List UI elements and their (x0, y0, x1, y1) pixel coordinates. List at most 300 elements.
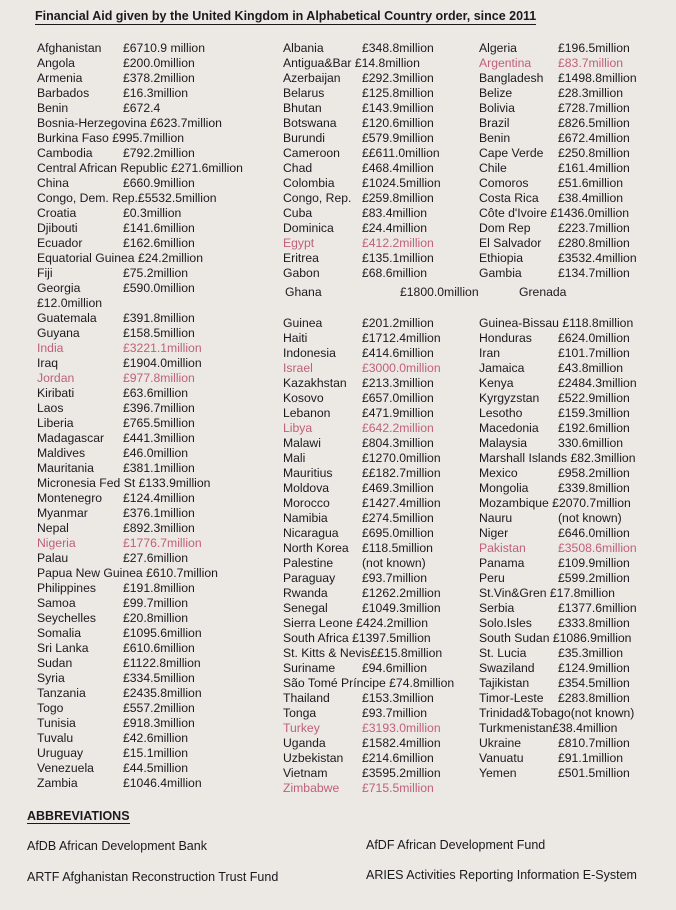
aid-amount: £68.6million (362, 266, 428, 280)
aid-amount: £469.3million (362, 481, 434, 495)
country-row (37, 131, 277, 146)
aid-amount: £396.7million (123, 401, 195, 415)
country-name: Mongolia (479, 481, 529, 495)
country-name: Tuvalu (37, 731, 74, 745)
aid-amount: £28.3million (558, 86, 624, 100)
aid-amount: £15.1million (123, 746, 189, 760)
aid-amount: £93.7million (362, 571, 428, 585)
country-name: Turkey (283, 721, 320, 735)
country-name: Panama (479, 556, 525, 570)
country-row (37, 101, 277, 116)
country-row (479, 466, 674, 481)
country-name: Central African Republic £271.6million (37, 161, 243, 175)
aid-amount: £1122.8million (123, 656, 201, 670)
aid-amount: £1427.4million (362, 496, 441, 510)
aid-amount: £125.8million (362, 86, 434, 100)
country-row (37, 731, 277, 746)
country-name: Djibouti (37, 221, 78, 235)
country-row (479, 41, 674, 56)
country-row (283, 346, 478, 361)
aid-amount: £3000.0million (362, 361, 441, 375)
aid-amount: £1904.0million (123, 356, 202, 370)
aid-amount: £1582.4million (362, 736, 441, 750)
country-row (37, 641, 277, 656)
aid-amount: £124.9million (558, 661, 630, 675)
aid-amount: £441.3million (123, 431, 195, 445)
country-name: Nauru (479, 511, 513, 525)
country-name: Mali (283, 451, 306, 465)
aid-amount: £468.4million (362, 161, 434, 175)
country-row (479, 206, 674, 221)
country-row (37, 296, 277, 311)
aid-amount: £660.9million (123, 176, 195, 190)
abbreviation-item: AfDF African Development Fund (366, 838, 546, 852)
aid-amount: £27.6million (123, 551, 189, 565)
country-name: Mauritania (37, 461, 94, 475)
country-name: Israel (283, 361, 313, 375)
country-name: Zimbabwe (283, 781, 340, 795)
country-name: Seychelles (37, 611, 96, 625)
aid-amount: £414.6million (362, 346, 434, 360)
aid-amount: £348.8million (362, 41, 434, 55)
country-row (479, 161, 674, 176)
country-name: Suriname (283, 661, 336, 675)
country-row (479, 146, 674, 161)
country-name: Nicaragua (283, 526, 339, 540)
country-name: Jordan (37, 371, 75, 385)
country-name: Chad (283, 161, 313, 175)
country-row (479, 361, 674, 376)
country-row (283, 631, 478, 646)
aid-amount: £192.6million (558, 421, 630, 435)
aid-amount: £1095.6million (123, 626, 202, 640)
aid-amount: £977.8million (123, 371, 195, 385)
country-name: Palestine (283, 556, 334, 570)
country-row (283, 361, 478, 376)
country-row (283, 71, 478, 86)
country-row (283, 101, 478, 116)
country-row (37, 566, 277, 581)
country-name: India (37, 341, 64, 355)
country-name: Uruguay (37, 746, 84, 760)
country-name: Samoa (37, 596, 76, 610)
aid-amount: £810.7million (558, 736, 630, 750)
aid-amount: £378.2million (123, 71, 195, 85)
aid-amount: £579.9million (362, 131, 434, 145)
aid-amount: £101.7million (558, 346, 630, 360)
country-row (283, 676, 478, 691)
country-name: Dom Rep (479, 221, 531, 235)
country-name: Gambia (479, 266, 522, 280)
aid-amount: £1776.7million (123, 536, 202, 550)
country-row (479, 236, 674, 251)
country-name: Yemen (479, 766, 517, 780)
country-name: Lebanon (283, 406, 331, 420)
country-name: Guatemala (37, 311, 97, 325)
country-row (283, 706, 478, 721)
country-name: Guinea (283, 316, 323, 330)
aid-amount: £3595.2million (362, 766, 441, 780)
aid-amount: £1377.6million (558, 601, 637, 615)
country-name: Afghanistan (37, 41, 102, 55)
country-row (283, 391, 478, 406)
country-row (479, 221, 674, 236)
aid-amount: £99.7million (123, 596, 189, 610)
country-name: Benin (37, 101, 69, 115)
country-name: Malaysia (479, 436, 528, 450)
aid-amount: £590.0million (123, 281, 195, 295)
country-name: Sierra Leone £424.2million (283, 616, 428, 630)
country-row (37, 716, 277, 731)
country-name: Congo, Dem. Rep.£5532.5million (37, 191, 217, 205)
aid-amount: £6710.9 million (123, 41, 205, 55)
country-name: Belize (479, 86, 513, 100)
country-row (37, 221, 277, 236)
aid-amount: £75.2million (123, 266, 189, 280)
country-row (479, 131, 674, 146)
country-row (37, 311, 277, 326)
country-row (479, 676, 674, 691)
country-name: Sudan (37, 656, 73, 670)
aid-amount: £792.2million (123, 146, 195, 160)
aid-amount: £610.6million (123, 641, 195, 655)
country-row (37, 776, 277, 791)
country-row (283, 266, 478, 281)
country-row (37, 176, 277, 191)
aid-amount: £1262.2million (362, 586, 441, 600)
country-name: Rwanda (283, 586, 328, 600)
country-name: Morocco (283, 496, 330, 510)
country-row (479, 766, 674, 781)
country-row (283, 556, 478, 571)
country-name: Benin (479, 131, 511, 145)
country-row (479, 601, 674, 616)
country-name: Honduras (479, 331, 532, 345)
country-name: Grenada (519, 285, 567, 299)
aid-amount: £1498.8million (558, 71, 637, 85)
country-name: Libya (283, 421, 313, 435)
country-row (479, 616, 674, 631)
country-row (479, 661, 674, 676)
country-row (479, 436, 674, 451)
aid-amount: £728.7million (558, 101, 630, 115)
country-row (283, 511, 478, 526)
aid-amount: £642.2million (362, 421, 434, 435)
aid-amount: £159.3million (558, 406, 630, 420)
country-row (37, 86, 277, 101)
aid-amount: £134.7million (558, 266, 630, 280)
aid-amount: £1049.3million (362, 601, 441, 615)
country-name: Mauritius (283, 466, 333, 480)
country-row (283, 481, 478, 496)
country-name: Kenya (479, 376, 514, 390)
country-name: Madagascar (37, 431, 105, 445)
country-row (37, 536, 277, 551)
country-name: Ghana (285, 285, 322, 299)
column-3-top (479, 41, 674, 281)
country-name: Jamaica (479, 361, 525, 375)
country-name: Barbados (37, 86, 90, 100)
country-row (479, 176, 674, 191)
country-name: Croatia (37, 206, 77, 220)
country-row (283, 571, 478, 586)
country-name: Tonga (283, 706, 317, 720)
aid-amount: (not known) (362, 556, 426, 570)
aid-amount: £83.7million (558, 56, 624, 70)
country-row (479, 481, 674, 496)
country-row (283, 451, 478, 466)
aid-amount: £333.8million (558, 616, 630, 630)
country-row (479, 56, 674, 71)
country-name: Nepal (37, 521, 69, 535)
country-name: South Sudan £1086.9million (479, 631, 632, 645)
country-name: Guyana (37, 326, 80, 340)
country-row (479, 541, 674, 556)
country-name: Bangladesh (479, 71, 544, 85)
country-name: Iran (479, 346, 501, 360)
country-row (479, 331, 674, 346)
country-name: Palau (37, 551, 69, 565)
country-row (37, 521, 277, 536)
aid-amount: £1270.0million (362, 451, 441, 465)
aid-amount: £141.6million (123, 221, 195, 235)
country-name: Haiti (283, 331, 308, 345)
country-name: Comoros (479, 176, 529, 190)
country-row (283, 781, 478, 796)
country-row (283, 176, 478, 191)
country-name: Iraq (37, 356, 59, 370)
country-row (283, 736, 478, 751)
aid-amount: £804.3million (362, 436, 434, 450)
column-1 (37, 41, 277, 791)
country-row (37, 146, 277, 161)
aid-amount: £3193.0million (362, 721, 441, 735)
country-row (479, 721, 674, 736)
country-name: Cameroon (283, 146, 340, 160)
country-name: Georgia (37, 281, 81, 295)
country-row (479, 706, 674, 721)
country-row (283, 316, 478, 331)
country-row (479, 316, 674, 331)
country-name: Azerbaijan (283, 71, 341, 85)
country-name: Algeria (479, 41, 517, 55)
country-row (37, 491, 277, 506)
aid-amount: £695.0million (362, 526, 434, 540)
aid-amount: £213.3million (362, 376, 434, 390)
aid-amount: £624.0million (558, 331, 630, 345)
country-row (37, 401, 277, 416)
country-row (37, 671, 277, 686)
country-name: Argentina (479, 56, 532, 70)
country-name: Uganda (283, 736, 326, 750)
country-name: Syria (37, 671, 65, 685)
country-name: Antigua&Bar £14.8million (283, 56, 420, 70)
country-name: Cambodia (37, 146, 93, 160)
country-row (479, 376, 674, 391)
country-row (37, 476, 277, 491)
country-name: Swaziland (479, 661, 535, 675)
country-row (479, 646, 674, 661)
aid-amount: £1800.0million (400, 285, 479, 299)
country-row (37, 656, 277, 671)
country-name: Vietnam (283, 766, 328, 780)
country-row (37, 71, 277, 86)
aid-amount: £339.8million (558, 481, 630, 495)
country-row (479, 691, 674, 706)
aid-amount: £958.2million (558, 466, 630, 480)
country-row (479, 496, 674, 511)
aid-amount: £274.5million (362, 511, 434, 525)
country-row (283, 526, 478, 541)
country-name: Kyrgyzstan (479, 391, 540, 405)
country-row (37, 701, 277, 716)
country-name: St. Lucia (479, 646, 527, 660)
aid-amount: £43.8million (558, 361, 624, 375)
aid-amount: £765.5million (123, 416, 195, 430)
country-row (37, 161, 277, 176)
aid-amount: £3532.4million (558, 251, 637, 265)
country-name: North Korea (283, 541, 349, 555)
country-name: Timor-Leste (479, 691, 544, 705)
aid-amount: £63.6million (123, 386, 189, 400)
aid-amount: £94.6million (362, 661, 428, 675)
country-name: Turkmenistan£38.4million (479, 721, 618, 735)
country-row (37, 251, 277, 266)
country-name: Niger (479, 526, 509, 540)
aid-amount: £46.0million (123, 446, 189, 460)
aid-amount: ££611.0million (362, 146, 440, 160)
country-row (37, 386, 277, 401)
country-name: Guinea-Bissau £118.8million (479, 316, 634, 330)
country-row (479, 406, 674, 421)
country-row (283, 251, 478, 266)
country-name: China (37, 176, 69, 190)
country-row (479, 751, 674, 766)
aid-amount: £196.5million (558, 41, 630, 55)
country-row (37, 506, 277, 521)
country-name: Kiribati (37, 386, 75, 400)
aid-amount: (not known) (558, 511, 622, 525)
aid-amount: £280.8million (558, 236, 630, 250)
aid-amount: £250.8million (558, 146, 630, 160)
country-row (283, 131, 478, 146)
country-name: Paraguay (283, 571, 336, 585)
country-name: St.Vin&Gren £17.8million (479, 586, 615, 600)
country-name: Solo.Isles (479, 616, 532, 630)
aid-amount: £124.4million (123, 491, 195, 505)
country-name: Tanzania (37, 686, 86, 700)
aid-amount: £38.4million (558, 191, 624, 205)
country-row (37, 191, 277, 206)
aid-amount: £501.5million (558, 766, 630, 780)
country-name: Burkina Faso £995.7million (37, 131, 185, 145)
aid-amount: £161.4million (558, 161, 630, 175)
aid-amount: £191.8million (123, 581, 195, 595)
country-row (37, 431, 277, 446)
country-row (37, 356, 277, 371)
country-name: São Tomé Príncipe £74.8million (283, 676, 455, 690)
country-row (283, 376, 478, 391)
country-name: Tajikistan (479, 676, 530, 690)
country-row (479, 571, 674, 586)
country-row (37, 416, 277, 431)
country-row (37, 581, 277, 596)
aid-amount: £109.9million (558, 556, 630, 570)
country-row (479, 251, 674, 266)
country-name: Colombia (283, 176, 335, 190)
country-row (479, 391, 674, 406)
country-name: Dominica (283, 221, 334, 235)
aid-amount: £35.3million (558, 646, 624, 660)
country-row (37, 281, 277, 296)
country-name: Kosovo (283, 391, 324, 405)
country-row (283, 421, 478, 436)
country-row (283, 116, 478, 131)
country-name: Burundi (283, 131, 326, 145)
country-row (37, 371, 277, 386)
aid-amount: £381.1million (123, 461, 195, 475)
country-name: Fiji (37, 266, 53, 280)
country-row (479, 586, 674, 601)
country-row (37, 551, 277, 566)
country-name: Belarus (283, 86, 325, 100)
aid-amount: £657.0million (362, 391, 434, 405)
aid-amount: £20.8million (123, 611, 189, 625)
aid-amount: £42.6million (123, 731, 189, 745)
country-name: Angola (37, 56, 75, 70)
aid-amount: £412.2million (362, 236, 434, 250)
country-row (283, 721, 478, 736)
aid-amount: £223.7million (558, 221, 630, 235)
country-name: Serbia (479, 601, 515, 615)
country-name: Bhutan (283, 101, 322, 115)
column-2-bottom (283, 316, 478, 796)
country-row (37, 461, 277, 476)
country-row (37, 341, 277, 356)
country-name: St. Kitts & Nevis££15.8million (283, 646, 443, 660)
aid-amount: £715.5million (362, 781, 434, 795)
country-row (37, 761, 277, 776)
country-row (283, 236, 478, 251)
aid-amount: £259.8million (362, 191, 434, 205)
country-row (37, 626, 277, 641)
country-row (479, 346, 674, 361)
country-row (37, 326, 277, 341)
abbreviation-item: ARIES Activities Reporting Information E-System (366, 868, 637, 882)
aid-amount: £354.5million (558, 676, 630, 690)
country-name: Lesotho (479, 406, 523, 420)
aid-amount: £118.5million (362, 541, 433, 555)
aid-amount: £1024.5million (362, 176, 441, 190)
country-row (283, 191, 478, 206)
country-name: £12.0million (37, 296, 103, 310)
country-name: Peru (479, 571, 505, 585)
country-name: Mozambique £2070.7million (479, 496, 631, 510)
country-row (283, 406, 478, 421)
aid-amount: £91.1million (558, 751, 624, 765)
country-row (283, 766, 478, 781)
country-name: Chile (479, 161, 507, 175)
aid-amount: £153.3million (362, 691, 434, 705)
country-name: Cuba (283, 206, 313, 220)
country-row (37, 236, 277, 251)
aid-amount: £214.6million (362, 751, 434, 765)
country-row (283, 206, 478, 221)
country-name: Malawi (283, 436, 321, 450)
aid-amount: £51.6million (558, 176, 624, 190)
country-name: South Africa £1397.5million (283, 631, 431, 645)
aid-amount: £599.2million (558, 571, 630, 585)
